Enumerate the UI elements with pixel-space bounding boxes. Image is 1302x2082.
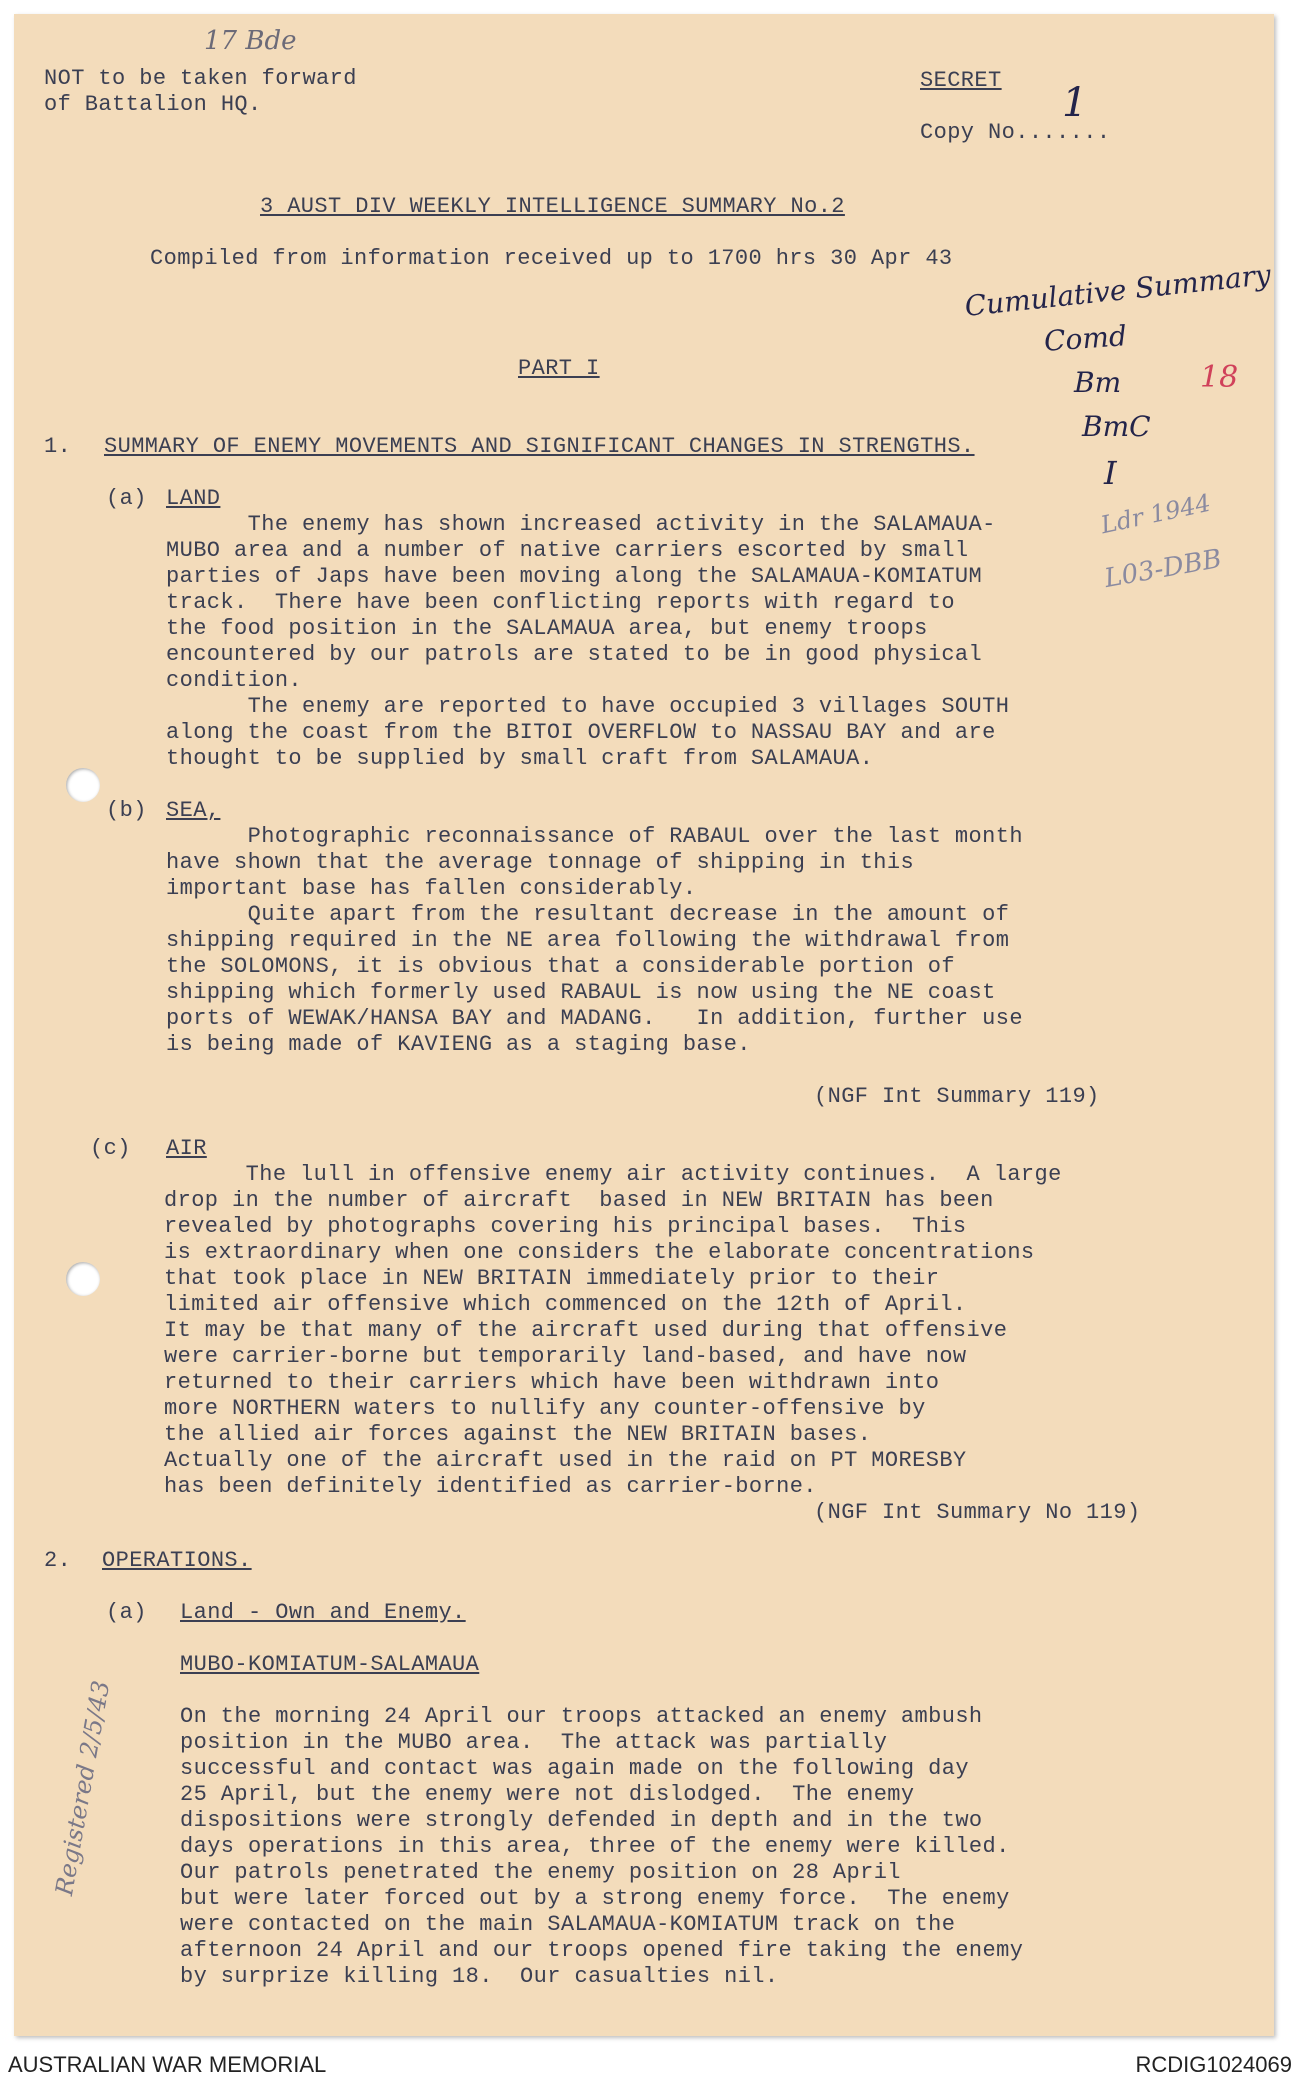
sea-line: shipping which formerly used RABAUL is now using the NE coast (166, 980, 996, 1005)
handwritten-copy-number: 1 (1062, 80, 1088, 126)
operations-line: by surprize killing 18. Our casualties nil. (180, 1964, 779, 1989)
sea-title: SEA, (166, 798, 221, 823)
operations-line: dispositions were strongly defended in depth and in the two (180, 1808, 983, 1833)
operations-paragraph (180, 1704, 1023, 1990)
operations-line: On the morning 24 April our troops attacked an enemy ambush (180, 1704, 983, 1729)
handwritten-note-4: BmC (1082, 410, 1151, 443)
sea-source: (NGF Int Summary 119) (814, 1084, 1100, 1109)
handwritten-bde: 17 Bde (204, 26, 297, 56)
sea-line: have shown that the average tonnage of shipping in this (166, 850, 915, 875)
land-line: encountered by our patrols are stated to be in good physical (166, 642, 983, 667)
air-line: The lull in offensive enemy air activity continues. A large (164, 1162, 1062, 1187)
section-1-heading: SUMMARY OF ENEMY MOVEMENTS AND SIGNIFICANT CHANGES IN STRENGTHS. (104, 434, 975, 459)
sea-label: (b) (106, 798, 147, 823)
sea-line: Photographic reconnaissance of RABAUL over the last month (166, 824, 1023, 849)
operations-line: Our patrols penetrated the enemy position on 28 April (180, 1860, 901, 1885)
air-line: the allied air forces against the NEW BRITAIN bases. (164, 1422, 872, 1447)
not-forward-line-1: NOT to be taken forward (44, 66, 357, 91)
air-paragraph (164, 1162, 1062, 1500)
document-page (14, 14, 1274, 2036)
sea-line: Quite apart from the resultant decrease in the amount of (166, 902, 1010, 927)
handwritten-note-5: I (1104, 454, 1117, 492)
section-2-number: 2. (44, 1548, 72, 1573)
air-line: limited air offensive which commenced on the 12th of April. (164, 1292, 967, 1317)
operations-line: days operations in this area, three of the enemy were killed. (180, 1834, 1010, 1859)
footer-record-id: RCDIG1024069 (1135, 2052, 1292, 2077)
operations-line: successful and contact was again made on the following day (180, 1756, 969, 1781)
part-heading: PART I (518, 356, 600, 381)
margin-registration-note: Registered 2/5/43 (50, 1678, 116, 1898)
land-title: LAND (166, 486, 221, 511)
air-source: (NGF Int Summary No 119) (814, 1500, 1141, 1525)
copy-number: Copy No....... (920, 120, 1111, 145)
handwritten-number: 18 (1200, 360, 1239, 395)
punch-hole-top (66, 768, 100, 802)
air-line: more NORTHERN waters to nullify any counter-offensive by (164, 1396, 926, 1421)
operations-line: position in the MUBO area. The attack was partially (180, 1730, 888, 1755)
sea-line: the SOLOMONS, it is obvious that a considerable portion of (166, 954, 955, 979)
air-line: were carrier-borne but temporarily land-based, and have now (164, 1344, 967, 1369)
secret-marking: SECRET (920, 68, 1002, 93)
land-line: track. There have been conflicting reports with regard to (166, 590, 955, 615)
air-line: revealed by photographs covering his principal bases. This (164, 1214, 967, 1239)
sea-paragraph (166, 824, 1023, 1058)
air-label: (c) (90, 1136, 131, 1161)
air-line: that took place in NEW BRITAIN immediately prior to their (164, 1266, 940, 1291)
land-line: parties of Japs have been moving along the SALAMAUA-KOMIATUM (166, 564, 983, 589)
operations-line: afternoon 24 April and our troops opened fire taking the enemy (180, 1938, 1024, 1963)
operations-sub-label: (a) (106, 1600, 147, 1625)
pencil-note-1: Ldr 1944 (1098, 488, 1214, 540)
footer-archive-name: AUSTRALIAN WAR MEMORIAL (8, 2052, 327, 2077)
sea-line: important base has fallen considerably. (166, 876, 697, 901)
air-line: Actually one of the aircraft used in the raid on PT MORESBY (164, 1448, 967, 1473)
sea-line: ports of WEWAK/HANSA BAY and MADANG. In addition, further use (166, 1006, 1023, 1031)
not-forward-line-2: of Battalion HQ. (44, 92, 262, 117)
air-line: is extraordinary when one considers the elaborate concentrations (164, 1240, 1035, 1265)
document-title: 3 AUST DIV WEEKLY INTELLIGENCE SUMMARY No.2 (260, 194, 845, 219)
land-line: The enemy has shown increased activity in the SALAMAUA- (166, 512, 996, 537)
land-line: the food position in the SALAMAUA area, but enemy troops (166, 616, 928, 641)
air-line: has been definitely identified as carrier-borne. (164, 1474, 817, 1499)
handwritten-note-2: Comd (1042, 319, 1128, 358)
handwritten-note-1: Cumulative Summary (963, 258, 1273, 323)
sea-line: shipping required in the NE area following the withdrawal from (166, 928, 1010, 953)
area-heading: MUBO-KOMIATUM-SALAMAUA (180, 1652, 480, 1677)
handwritten-note-3: Bm (1074, 366, 1122, 399)
land-line: condition. (166, 668, 303, 693)
land-line: MUBO area and a number of native carriers escorted by small (166, 538, 969, 563)
section-1-number: 1. (44, 434, 72, 459)
air-title: AIR (166, 1136, 207, 1161)
section-2-heading: OPERATIONS. (102, 1548, 252, 1573)
operations-sub-title: Land - Own and Enemy. (180, 1600, 466, 1625)
sea-line: is being made of KAVIENG as a staging base. (166, 1032, 751, 1057)
pencil-note-2: L03-DBB (1102, 543, 1224, 595)
land-line: along the coast from the BITOI OVERFLOW to NASSAU BAY and are (166, 720, 996, 745)
air-line: returned to their carriers which have been withdrawn into (164, 1370, 940, 1395)
operations-line: 25 April, but the enemy were not dislodged. The enemy (180, 1782, 915, 1807)
land-label: (a) (106, 486, 147, 511)
punch-hole-bottom (66, 1262, 100, 1296)
compiled-line: Compiled from information received up to 1700 hrs 30 Apr 43 (150, 246, 953, 271)
land-line: thought to be supplied by small craft from SALAMAUA. (166, 746, 874, 771)
air-line: It may be that many of the aircraft used during that offensive (164, 1318, 1008, 1343)
operations-line: were contacted on the main SALAMAUA-KOMIATUM track on the (180, 1912, 956, 1937)
air-line: drop in the number of aircraft based in NEW BRITAIN has been (164, 1188, 994, 1213)
footer-bar (0, 2046, 1302, 2082)
operations-line: but were later forced out by a strong enemy force. The enemy (180, 1886, 1010, 1911)
land-paragraph (166, 512, 1009, 772)
land-line: The enemy are reported to have occupied 3 villages SOUTH (166, 694, 1010, 719)
